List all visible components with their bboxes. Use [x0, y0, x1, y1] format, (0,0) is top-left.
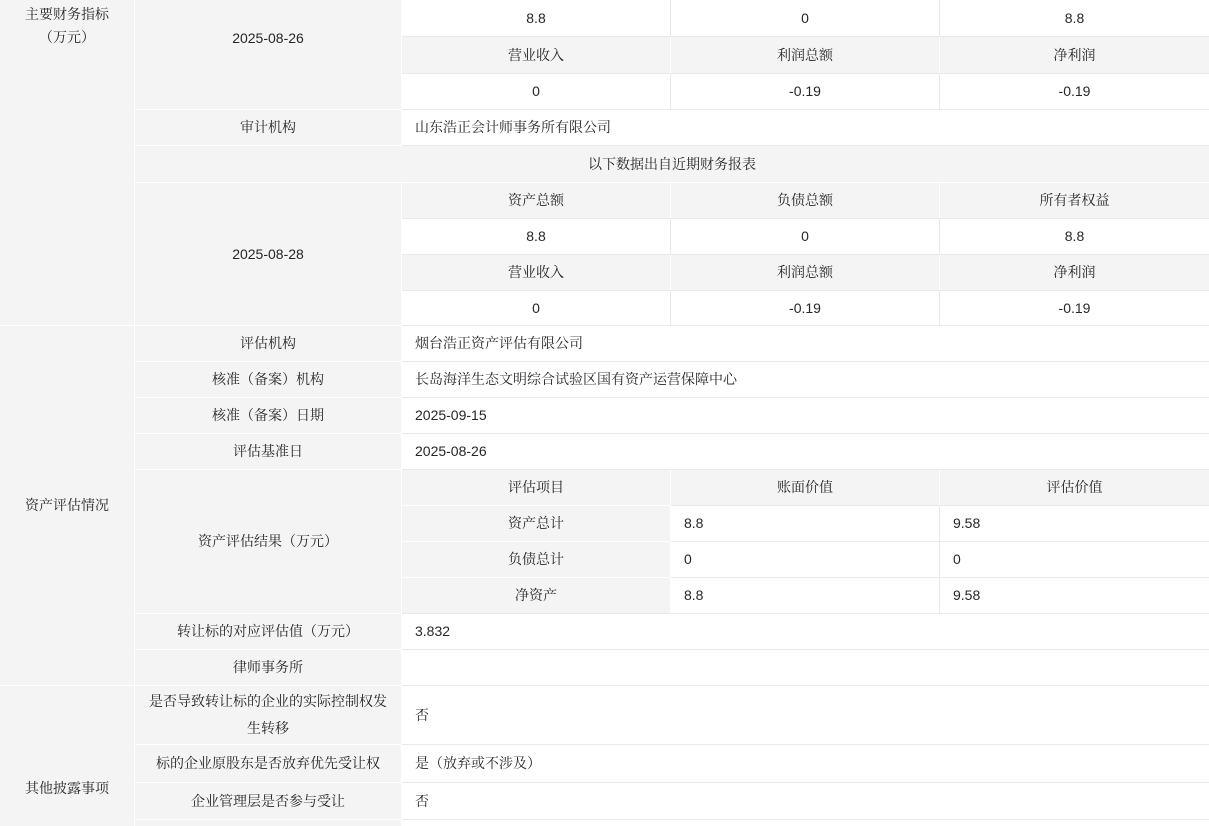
approval-date-value: 2025-09-15 [415, 407, 487, 424]
result-value-text: 9.58 [953, 515, 981, 532]
header-text: 营业收入 [508, 264, 564, 281]
value-cell [940, 219, 1209, 255]
result-label-cell [135, 470, 402, 614]
header-cell [940, 183, 1209, 219]
law-firm-label: 律师事务所 [233, 659, 303, 676]
value-text: 8.8 [1064, 9, 1085, 26]
result-value-cell [671, 542, 940, 578]
approval-org-label: 核准（备案）机构 [212, 371, 324, 388]
partial-value-cell [402, 820, 1209, 826]
result-header-cell [402, 470, 671, 506]
result-header-text: 评估项目 [508, 479, 564, 496]
approval-org-value-cell [402, 362, 1209, 398]
header-text: 利润总额 [777, 264, 833, 281]
approval-date-label-cell [135, 398, 402, 434]
audit-label: 审计机构 [240, 119, 296, 136]
value-text: 0 [532, 83, 540, 100]
management-value-cell [402, 783, 1209, 820]
base-date-label: 评估基准日 [233, 443, 303, 460]
agency-value: 烟台浩正资产评估有限公司 [415, 335, 583, 352]
group-date-cell-1 [135, 0, 402, 110]
header-cell [402, 255, 671, 291]
agency-label-cell [135, 326, 402, 362]
law-firm-value-cell [402, 650, 1209, 686]
value-cell [671, 291, 940, 326]
section-label-other: 其他披露事项 [25, 780, 109, 796]
header-text: 资产总额 [508, 192, 564, 209]
value-cell [671, 0, 940, 37]
waive-priority-label-cell [135, 745, 402, 783]
audit-label-cell [135, 110, 402, 146]
group-date-cell-2 [135, 183, 402, 326]
transfer-value-label-cell [135, 614, 402, 650]
waive-priority-label: 标的企业原股东是否放弃优先受让权 [156, 755, 380, 772]
waive-priority-value: 是（放弃或不涉及） [415, 755, 541, 772]
management-label-cell [135, 783, 402, 820]
value-cell [940, 291, 1209, 326]
value-cell [402, 0, 671, 37]
control-transfer-label-cell [135, 686, 402, 745]
result-header-cell [940, 470, 1209, 506]
agency-value-cell [402, 326, 1209, 362]
header-cell [402, 183, 671, 219]
header-cell [940, 255, 1209, 291]
value-text: 8.8 [526, 228, 546, 245]
management-label: 企业管理层是否参与受让 [191, 792, 345, 809]
group-date-label-1: 2025-08-26 [232, 30, 304, 46]
audit-value: 山东浩正会计师事务所有限公司 [415, 119, 611, 136]
result-value-text: 9.58 [953, 587, 981, 604]
result-item-cell [402, 506, 671, 542]
section-label-financial-line1: 主要财务指标 [25, 6, 109, 22]
group-date-label-2: 2025-08-28 [232, 245, 304, 262]
result-item-text: 净资产 [515, 587, 557, 604]
header-text: 所有者权益 [1039, 192, 1110, 209]
result-value-cell [940, 506, 1209, 542]
control-transfer-value-cell [402, 686, 1209, 745]
header-text: 负债总额 [777, 192, 833, 209]
value-cell [940, 0, 1209, 37]
value-text: -0.19 [1058, 299, 1091, 316]
section-cell-other [0, 686, 135, 826]
value-cell [940, 74, 1209, 110]
value-text: -0.19 [789, 83, 821, 100]
partial-label-cell [135, 820, 402, 826]
section-cell-financial [0, 0, 135, 326]
law-firm-label-cell [135, 650, 402, 686]
header-text: 营业收入 [508, 46, 564, 63]
base-date-value-cell [402, 434, 1209, 470]
result-header-cell [671, 470, 940, 506]
result-item-cell [402, 542, 671, 578]
transfer-value-cell [402, 614, 1209, 650]
control-transfer-value: 否 [415, 706, 429, 723]
value-cell [671, 219, 940, 255]
result-label: 资产评估结果（万元） [198, 533, 338, 550]
value-cell [402, 74, 671, 110]
approval-date-label: 核准（备案）日期 [212, 407, 324, 424]
result-value-cell [671, 578, 940, 614]
result-header-text: 账面价值 [777, 479, 833, 496]
approval-date-value-cell [402, 398, 1209, 434]
value-cell [402, 219, 671, 255]
transfer-value: 3.832 [415, 623, 451, 640]
approval-org-label-cell [135, 362, 402, 398]
transfer-value-label: 转让标的对应评估值（万元） [177, 623, 359, 640]
result-value-cell [940, 578, 1209, 614]
value-text: 0 [532, 299, 540, 316]
section-label-evaluation: 资产评估情况 [25, 497, 109, 514]
control-transfer-label: 是否导致转让标的企业的实际控制权发生转移 [149, 693, 387, 736]
header-text: 利润总额 [777, 46, 833, 63]
header-text: 净利润 [1053, 264, 1096, 281]
result-item-cell [402, 578, 671, 614]
header-cell [940, 37, 1209, 74]
section-label-financial-line2: （万元） [39, 29, 95, 45]
result-item-text: 负债总计 [508, 551, 564, 568]
management-value: 否 [415, 792, 429, 809]
waive-priority-value-cell [402, 745, 1209, 783]
result-value-text: 8.8 [684, 515, 704, 532]
value-text: 0 [801, 9, 809, 26]
base-date-value: 2025-08-26 [415, 443, 487, 460]
note-text: 以下数据出自近期财务报表 [588, 155, 756, 172]
value-text: 0 [801, 228, 809, 245]
audit-value-cell [402, 110, 1209, 146]
header-cell [671, 255, 940, 291]
note-row [135, 146, 1209, 183]
result-value-cell [671, 506, 940, 542]
header-cell [402, 37, 671, 74]
section-cell-evaluation [0, 326, 135, 686]
result-value-cell [940, 542, 1209, 578]
value-cell [402, 291, 671, 326]
value-text: -0.19 [789, 299, 821, 316]
approval-org-value: 长岛海洋生态文明综合试验区国有资产运营保障中心 [415, 371, 737, 388]
result-item-text: 资产总计 [508, 515, 564, 532]
base-date-label-cell [135, 434, 402, 470]
value-text: 8.8 [1064, 228, 1085, 245]
header-cell [671, 37, 940, 74]
result-header-text: 评估价值 [1046, 479, 1103, 496]
result-value-text: 0 [953, 551, 961, 568]
header-cell [671, 183, 940, 219]
agency-label: 评估机构 [240, 335, 296, 352]
value-cell [671, 74, 940, 110]
value-text: 8.8 [526, 9, 546, 26]
header-text: 净利润 [1053, 46, 1096, 63]
value-text: -0.19 [1058, 83, 1091, 100]
result-value-text: 8.8 [684, 587, 704, 604]
result-value-text: 0 [684, 551, 692, 568]
